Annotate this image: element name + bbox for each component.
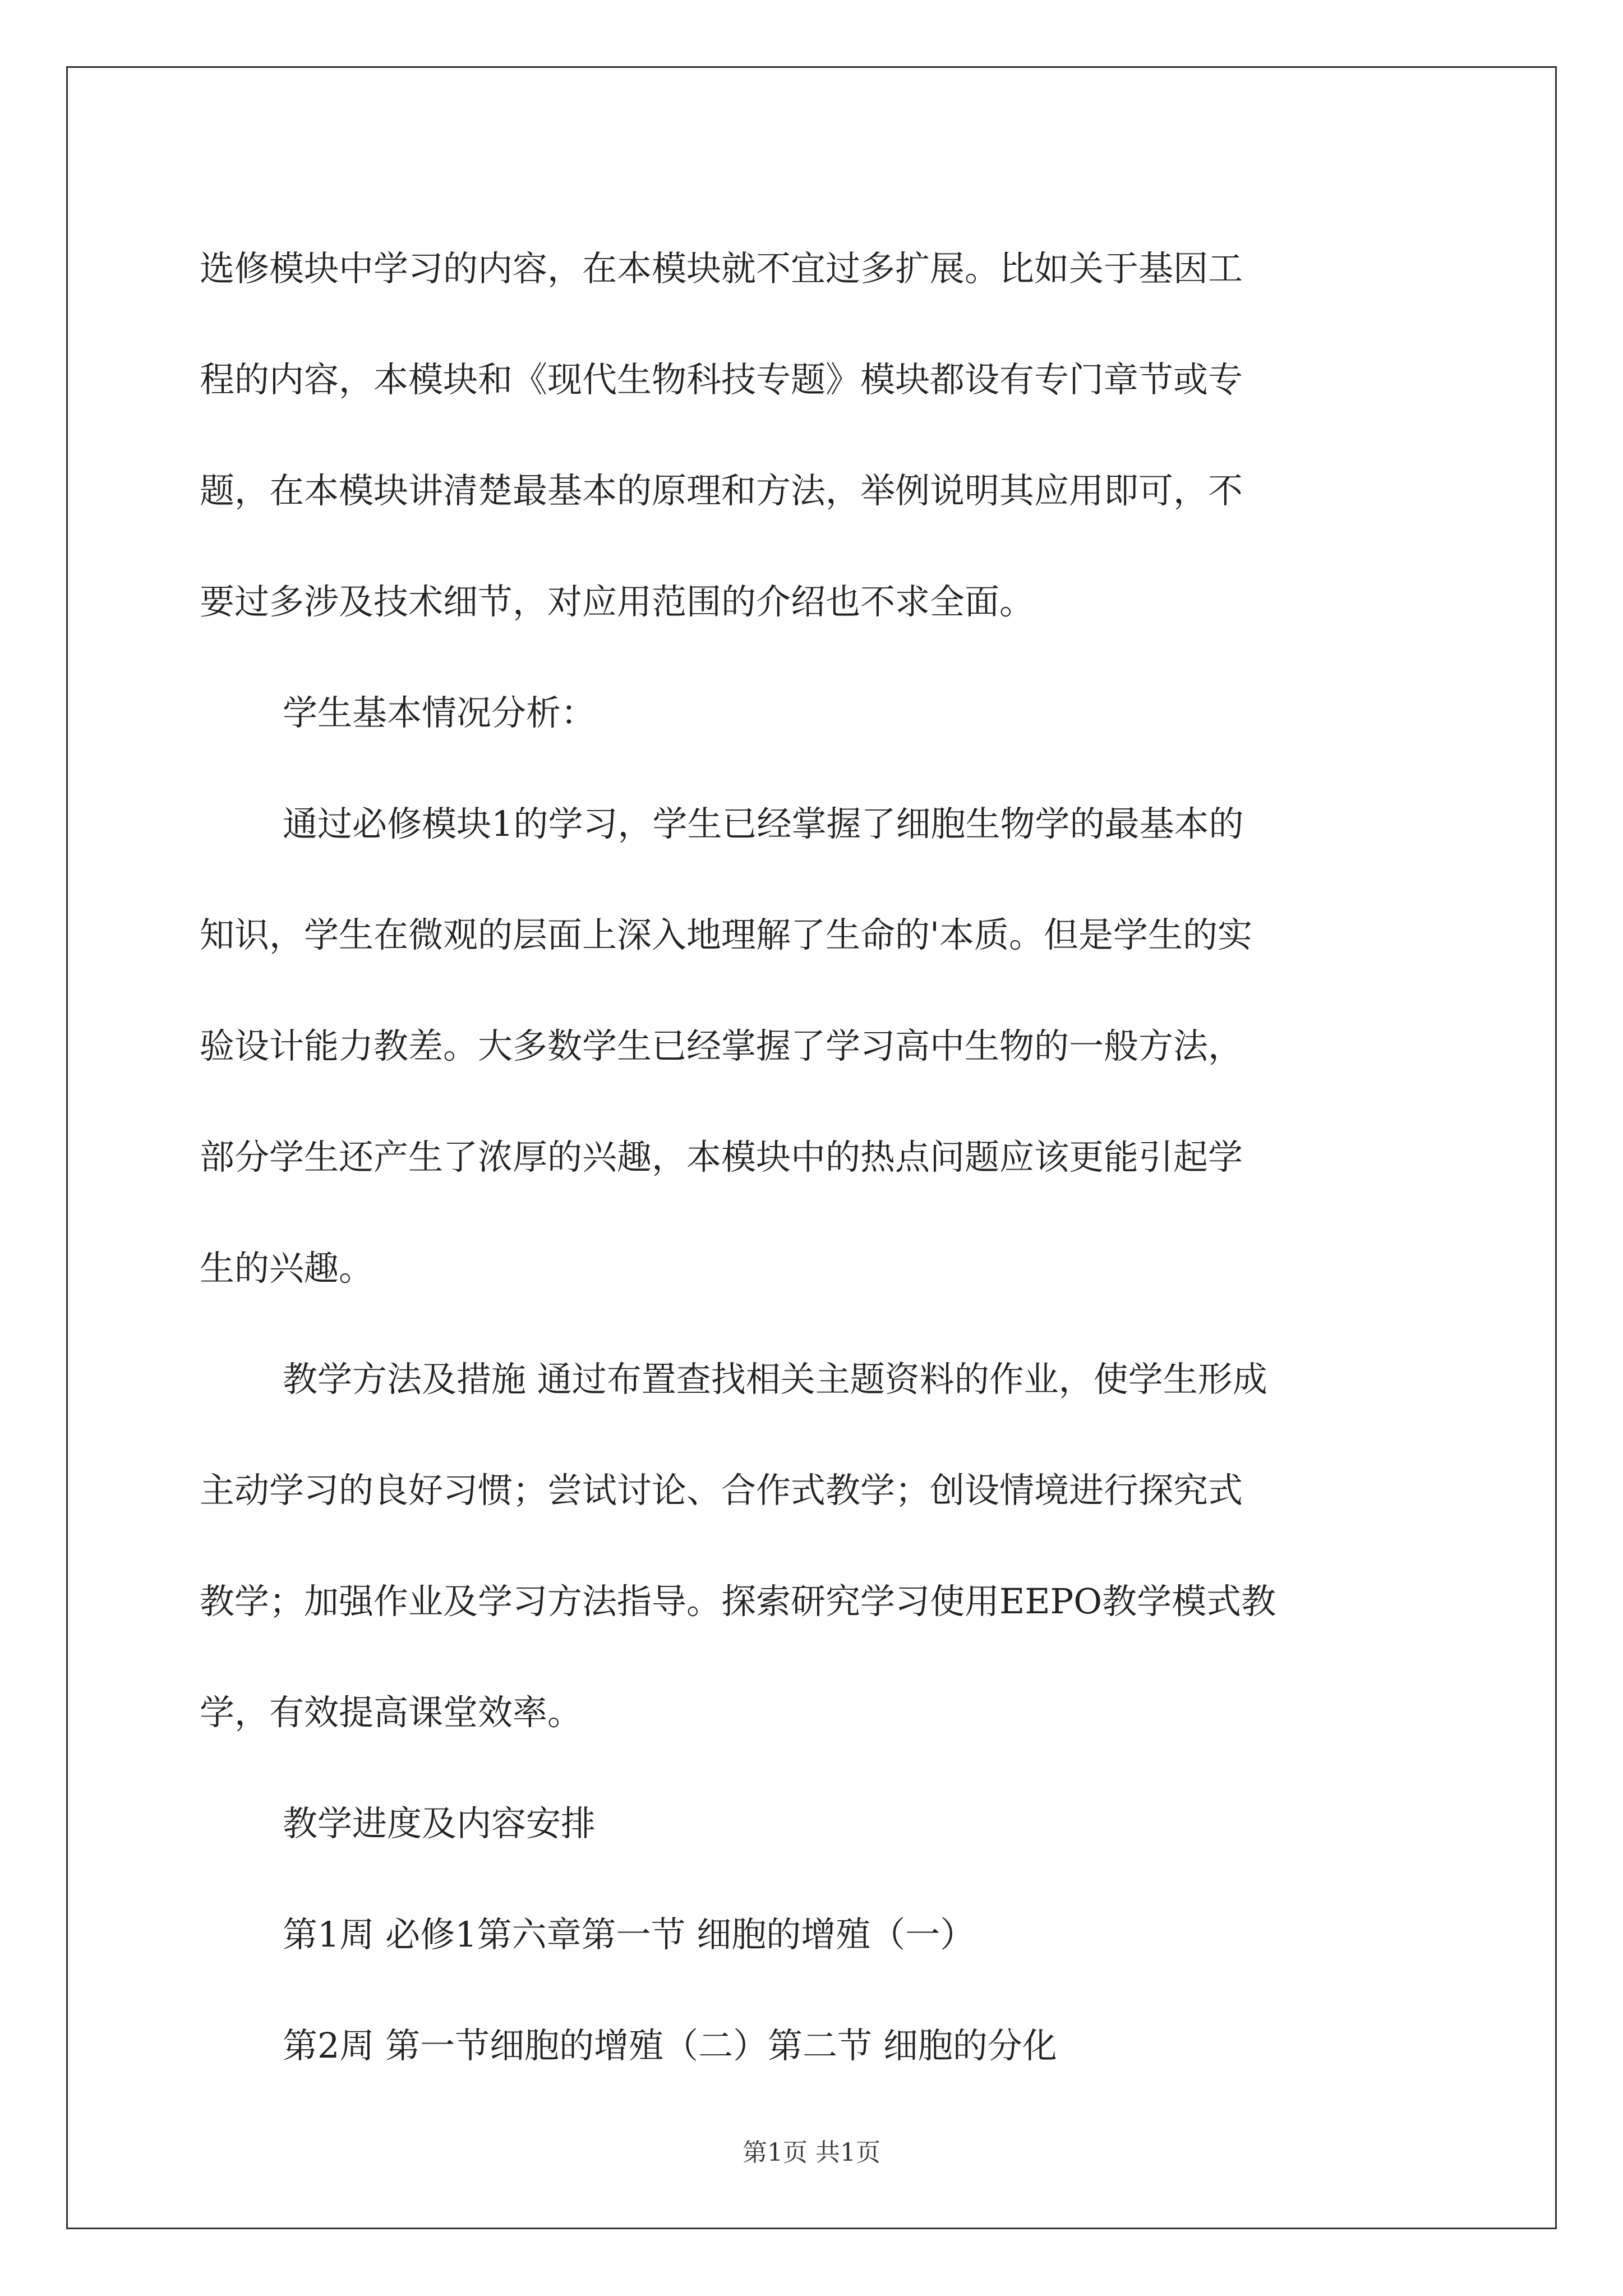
text-line: 程的内容，本模块和《现代生物科技专题》模块都设有专门章节或专 (200, 359, 1243, 400)
text-line: 主动学习的良好习惯；尝试讨论、合作式教学；创设情境进行探究式 (200, 1470, 1243, 1511)
text-line: 学，有效提高课堂效率。 (200, 1692, 583, 1733)
text-line: 题，在本模块讲清楚最基本的原理和方法，举例说明其应用即可，不 (200, 470, 1243, 511)
paragraph-first-line: 教学方法及措施 通过布置查找相关主题资料的作业，使学生形成 (283, 1359, 1267, 1400)
section-heading-student-analysis: 学生基本情况分析： (283, 692, 596, 733)
schedule-week-1: 第1周 必修1第六章第一节 细胞的增殖（一） (283, 1914, 975, 1955)
schedule-week-2: 第2周 第一节细胞的增殖（二）第二节 细胞的分化 (283, 2025, 1057, 2066)
text-line: 教学；加强作业及学习方法指导。探索研究学习使用EEPO教学模式教 (200, 1581, 1276, 1622)
document-body (200, 213, 1433, 2101)
paragraph-first-line: 通过必修模块1的学习，学生已经掌握了细胞生物学的最基本的 (283, 803, 1244, 844)
text-line: 验设计能力教差。大多数学生已经掌握了学习高中生物的一般方法， (200, 1025, 1243, 1066)
text-line: 生的兴趣。 (200, 1248, 374, 1289)
text-line: 选修模块中学习的内容，在本模块就不宜过多扩展。比如关于基因工 (200, 248, 1243, 289)
text-line: 部分学生还产生了浓厚的兴趣，本模块中的热点问题应该更能引起学 (200, 1137, 1243, 1177)
text-line: 知识，学生在微观的层面上深入地理解了生命的'本质。但是学生的实 (200, 914, 1253, 955)
text-line: 要过多涉及技术细节，对应用范围的介绍也不求全面。 (200, 581, 1035, 622)
section-heading-schedule: 教学进度及内容安排 (283, 1803, 596, 1844)
page-number-footer: 第1页 共1页 (743, 2138, 880, 2167)
